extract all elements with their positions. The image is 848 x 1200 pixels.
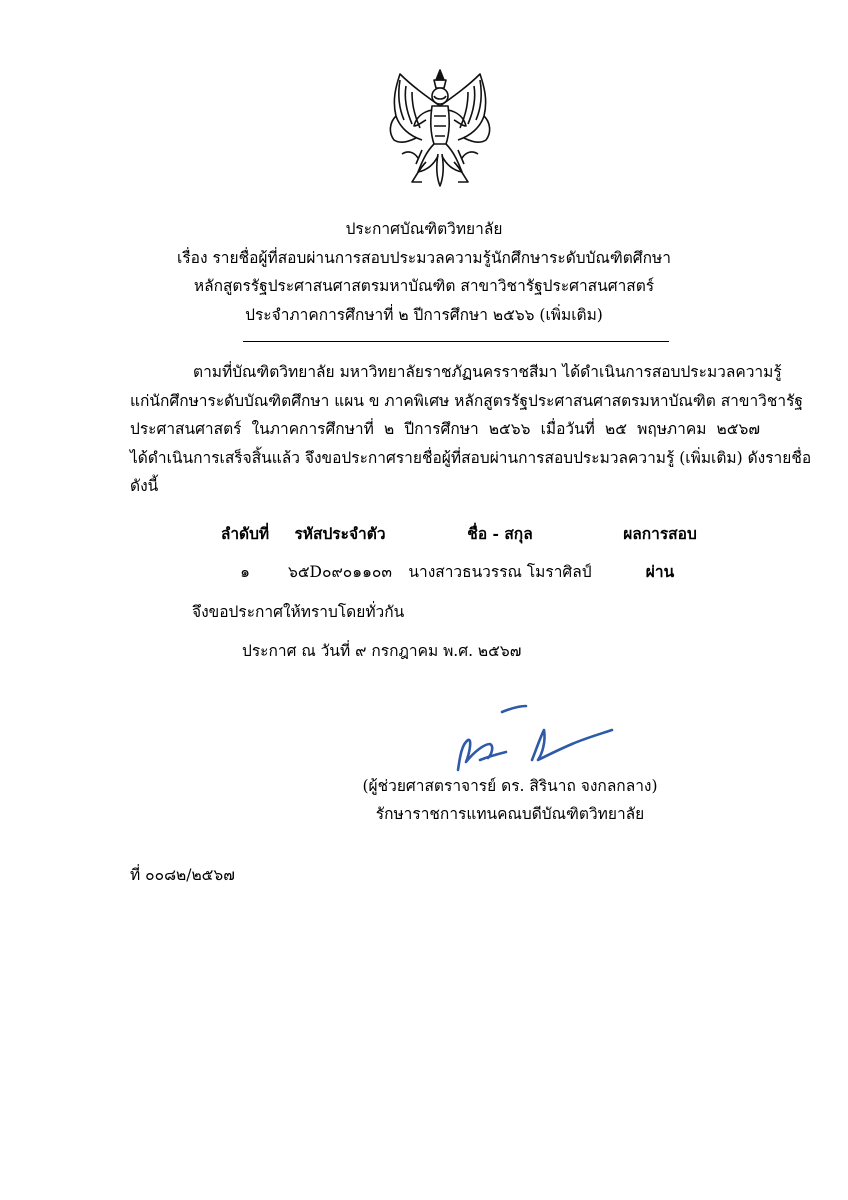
- garuda-emblem: [382, 66, 498, 192]
- body-line: ดังนี้: [130, 477, 159, 495]
- column-header-name: ชื่อ - สกุล: [467, 524, 533, 543]
- signer-position: รักษาราชการแทนคณบดีบัณฑิตวิทยาลัย: [375, 805, 645, 823]
- signer-name: (ผู้ช่วยศาสตราจารย์ ดร. สิรินาถ จงกลกลาง): [362, 777, 658, 795]
- announcement-subject: เรื่อง รายชื่อผู้ที่สอบผ่านการสอบประมวลความรู้นักศึกษาระดับบัณฑิตศึกษา: [177, 248, 671, 267]
- announcement-title: ประกาศบัณฑิตวิทยาลัย: [345, 220, 503, 238]
- name-cell: นางสาวธนวรรณ โมราศิลป์: [408, 563, 592, 581]
- body-line: แก่นักศึกษาระดับบัณฑิตศึกษา แผน ข ภาคพิเศษ หลักสูตรรัฐประศาสนศาสตรมหาบัณฑิต สาขาวิชารัฐ: [130, 391, 803, 410]
- body-line: ตามที่บัณฑิตวิทยาลัย มหาวิทยาลัยราชภัฏนครราชสีมา ได้ดำเนินการสอบประมวลความรู้: [193, 363, 782, 381]
- body-line: ได้ดำเนินการเสร็จสิ้นแล้ว จึงขอประกาศรายชื่อผู้ที่สอบผ่านการสอบประมวลความรู้ (เพิ่มเติม) ดังรายชื่อ: [130, 448, 812, 467]
- table-row: [185, 559, 745, 589]
- student-id-cell: ๖๕D๐๙๐๑๑๐๓: [287, 563, 392, 581]
- order-cell: ๑: [240, 563, 250, 581]
- document-number: ที่ ๐๐๘๒/๒๕๖๗: [130, 866, 235, 884]
- program-line: หลักสูตรรัฐประศาสนศาสตรมหาบัณฑิต สาขาวิชารัฐประศาสนศาสตร์: [193, 277, 655, 295]
- announcement-date: ประกาศ ณ วันที่ ๙ กรกฎาคม พ.ศ. ๒๕๖๗: [242, 642, 522, 660]
- announcement-body: [130, 358, 812, 501]
- column-header-student-id: รหัสประจำตัว: [294, 524, 386, 543]
- column-header-result: ผลการสอบ: [623, 524, 697, 543]
- term-line: ประจำภาคการศึกษาที่ ๒ ปีการศึกษา ๒๕๖๖ (เพิ่มเติม): [245, 305, 603, 324]
- closing-statement: จึงขอประกาศให้ทราบโดยทั่วกัน: [192, 603, 405, 621]
- body-line: ประศาสนศาสตร์ ในภาคการศึกษาที่ ๒ ปีการศึกษา ๒๕๖๖ เมื่อวันที่ ๒๕ พฤษภาคม ๒๕๖๗: [130, 420, 760, 438]
- handwritten-signature: [440, 700, 620, 780]
- header-divider: [243, 341, 669, 342]
- result-cell: ผ่าน: [645, 562, 675, 581]
- table-header-row: [185, 521, 745, 551]
- column-header-order: ลำดับที่: [220, 524, 270, 543]
- announcement-header: [0, 215, 848, 329]
- results-table: [185, 521, 745, 589]
